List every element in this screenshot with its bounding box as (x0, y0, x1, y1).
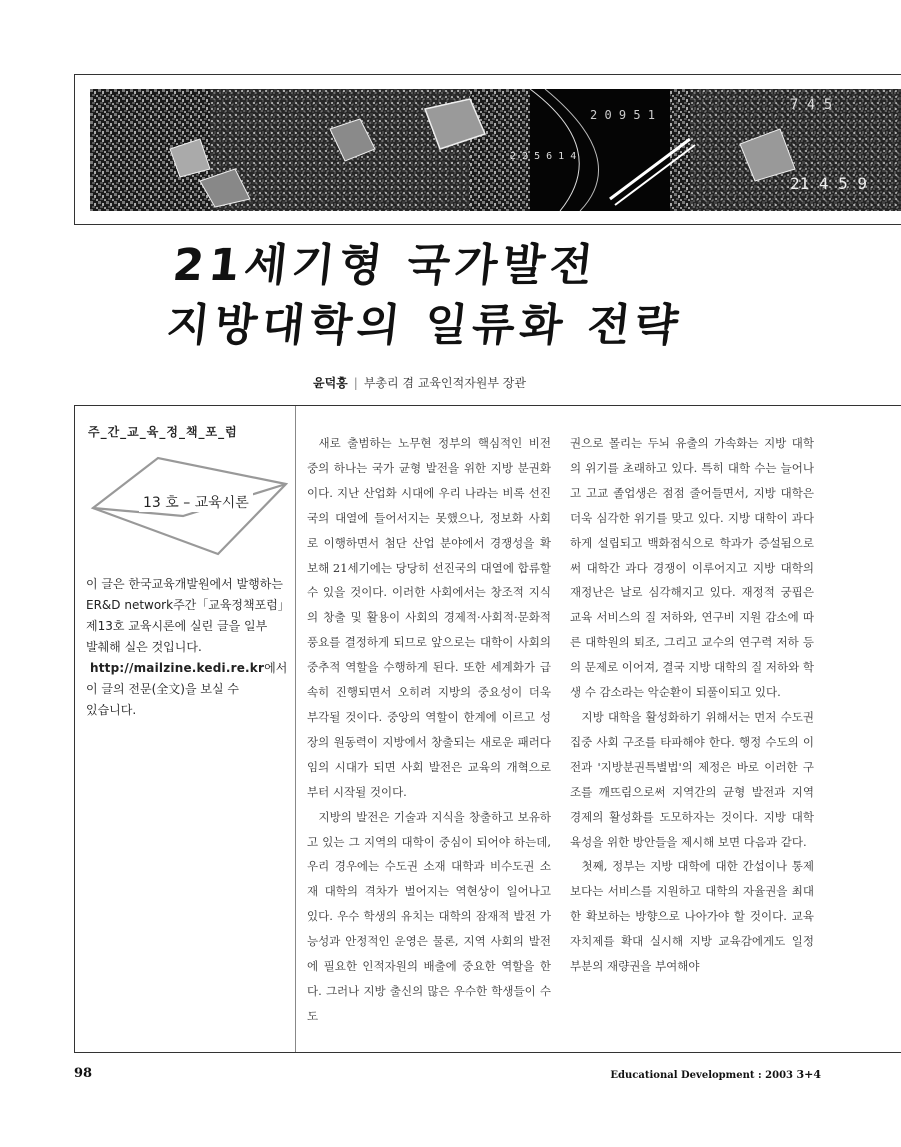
sidebar-divider (295, 406, 296, 1052)
journal-footer (610, 1068, 821, 1081)
author-position: 부총리 겸 교육인적자원부 장관 (363, 376, 526, 390)
title-line-1: 21세기형 국가발전 (170, 240, 600, 291)
svg-text:2 2 5 6 1 4: 2 2 5 6 1 4 (510, 151, 577, 162)
sidebar-note (86, 574, 286, 721)
body-paragraph: 첫째, 정부는 지방 대학에 대한 간섭이나 통제보다는 서비스를 지원하고 대학의 자율권을 최대한 확보하는 방향으로 나아가야 할 것이다. 교육자치제를 확대 실시해 지방 교육감에게도 일정 부분의 재량권을 부여해야 (570, 859, 814, 974)
byline-separator: | (353, 376, 358, 390)
sidebar-heading: 주_간_교_육_정_책_포_럼 (88, 425, 238, 439)
journal-issue: 3+4 (796, 1068, 821, 1081)
article-title (164, 236, 817, 356)
svg-text:2 0 9 5 1: 2 0 9 5 1 (590, 108, 656, 122)
author-name: 윤덕홍 (313, 376, 348, 390)
mailzine-link[interactable]: http://mailzine.kedi.re.kr (90, 661, 265, 675)
body-paragraph: 지방 대학을 활성화하기 위해서는 먼저 수도권 집중 사회 구조를 타파해야 한다. 행정 수도의 이전과 '지방분권특별법'의 제정은 바로 이러한 구조를 깨뜨림으로써 지역간의 균형 발전과 지역 경제의 활성화를 도모하자는 것이다. 지방 대학 육성을 위한 방안들을 제시해 보면 다음과 같다. (570, 709, 814, 849)
sidebar-note-tail: 에서 이 글의 전문(全文)을 보실 수 있습니다. (86, 661, 288, 717)
journal-title: Educational Development : 2003 (610, 1070, 793, 1081)
byline (313, 374, 526, 391)
header-banner-image (90, 89, 901, 211)
sidebar-note-text: 이 글은 한국교육개발원에서 발행하는 ER&D network주간「교육정책포럼」제13호 교육시론에 실린 글을 일부 발췌해 실은 것입니다. (86, 577, 284, 654)
svg-text:7 4 5: 7 4 5 (790, 97, 833, 113)
body-column-1 (307, 431, 551, 1029)
page-number: 98 (74, 1066, 93, 1081)
svg-text:21 4 5 9: 21 4 5 9 (790, 174, 868, 193)
body-paragraph-continued: 권으로 몰리는 두뇌 유출의 가속화는 지방 대학의 위기를 초래하고 있다. 특히 대학 수는 늘어나고 고교 졸업생은 점점 줄어들면서, 지방 대학은 더욱 심각한 위기를 맞고 있다. 지방 대학이 과다하게 설립되고 백화점식으로 학과가 증설됨으로써 대학간 과다 경쟁이 이루어지고 지방 대학의 재정난은 날로 심각해지고 있다. 재정적 궁핍은 교육 서비스의 질 저하와, 연구비 지원 감소에 따른 대학원의 퇴조, 그리고 교수의 연구력 저하 등의 문제로 이어져, 결국 지방 대학의 질 저하와 학생 수 감소라는 악순환이 되풀이되고 있다. (570, 436, 814, 700)
title-line-2: 지방대학의 일류화 전략 (164, 300, 686, 351)
body-paragraph: 새로 출범하는 노무현 정부의 핵심적인 비전 중의 하나는 국가 균형 발전을 위한 지방 분권화이다. 지난 산업화 시대에 우리 나라는 비록 선진국의 대열에 들어서지는 못했으나, 정보화 사회로 이행하면서 첨단 산업 분야에서 경쟁성을 확보해 21세기에는 당당히 선진국의 대열에 합류할 수 있을 것이다. 이러한 사회에서는 창조적 지식의 창출 및 활용이 사회의 경제적·사회적·문화적 풍요를 결정하게 되므로 앞으로는 대학이 사회의 중추적 역할을 수행하게 된다. 또한 세계화가 급속히 진행되면서 오히려 지방의 중요성이 더욱 부각될 것이다. 중앙의 역할이 한계에 이르고 성장의 원동력이 지방에서 창출되는 새로운 패러다임의 시대가 되면 사회 발전은 교육의 개혁으로부터 시작될 것이다. (307, 436, 551, 799)
issue-label: 13 호 – 교육시론 (139, 492, 253, 512)
body-paragraph: 지방의 발전은 기술과 지식을 창출하고 보유하고 있는 그 지역의 대학이 중심이 되어야 하는데, 우리 경우에는 수도권 소재 대학과 비수도권 소재 대학의 격차가 벌어지는 역현상이 일어나고 있다. 우수 학생의 유치는 대학의 잠재적 발전 가능성과 안정적인 운영은 물론, 지역 사회의 발전에 필요한 인적자원의 배출에 중요한 역할을 한다. 그러나 지방 출신의 많은 우수한 학생들이 수도 (307, 809, 551, 1023)
body-column-2 (570, 431, 814, 979)
digital-collage-graphic (90, 89, 901, 211)
